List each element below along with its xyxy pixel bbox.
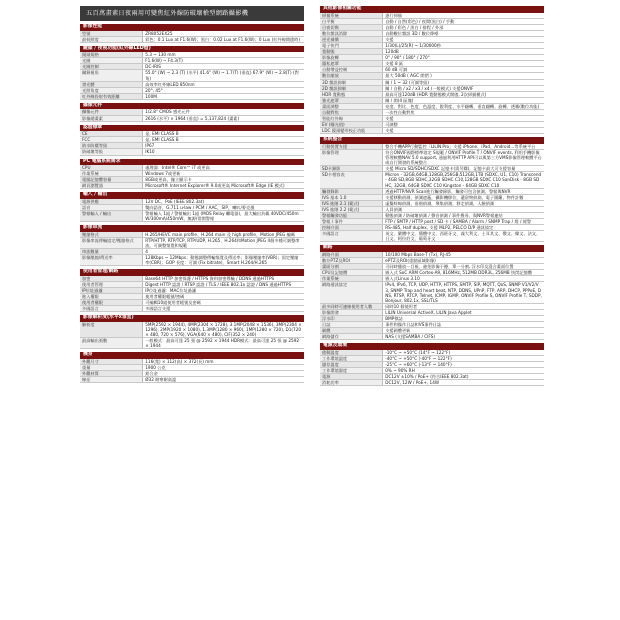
spec-value: -10°C ~ +50°C (14°F ~ 122°F) <box>383 350 544 356</box>
spec-value: 人員偵測 <box>383 206 544 212</box>
spec-row <box>320 172 544 188</box>
spec-value: 整合手機APP行動監控「LILIN Pro」支援 iPhone、iPad、Android...等系統平台 <box>383 144 544 150</box>
spec-label: 網頁瀏覽器 <box>80 183 143 189</box>
spec-value: 支援 <box>383 116 544 122</box>
spec-value: 嵌入式 SoC ARM Cortex-A9, 816MHz, 512MB DDR3L, 256MB 快閃記憶體 <box>383 270 544 276</box>
spec-value: Windows 7或更新 <box>143 171 304 177</box>
spec-section <box>80 159 304 190</box>
spec-row <box>80 306 304 312</box>
spec-label: IVS 基本 1.0 <box>320 194 383 200</box>
spec-value: 鋁合金 <box>143 371 304 377</box>
section-heading: 使用者管理/網路 <box>80 269 304 276</box>
spec-label: 影像壓縮/傳送率 <box>80 255 143 266</box>
spec-row <box>80 322 304 338</box>
spec-label: 3D 雜訊抑制 <box>320 79 383 85</box>
spec-section <box>80 125 304 156</box>
spec-value: Microsoft® Internet Explorer® 9.0或更高 Microsoft® Edge (IE 模式) <box>143 183 304 189</box>
spec-label: 電子快門 <box>320 42 383 48</box>
spec-value: 動態偵測 / 防破壞偵測 / 聲音偵測 / 事件搜尋，與NVR警報連結 <box>383 213 544 219</box>
spec-value: -25°C ~ +60°C (-13°F ~ 140°F) <box>383 362 544 368</box>
spec-label: 外觀材質 <box>80 371 143 377</box>
spec-label: 影像開發 <box>320 309 383 315</box>
spec-value: 55.0° (W) ~ 2.3 (T) (水平) 41.6° (W) ~ 1.7(T) (垂直) 67.9° (W) ~ 2.8(T) (對角) <box>143 70 304 81</box>
spec-label: 語音 <box>80 204 143 210</box>
spec-value: 多國語言支援 <box>143 306 304 312</box>
spec-value: 128Kbps ~ 12Mbps；動態調整傳輸頻寬及傳送率；影像壓縮率(VBR)；固定壓縮率(CBR)；GOP 長度：可調 (Fix bitrate)、Smart H.264/H.265 <box>143 255 304 266</box>
spec-value: 關 / 開(4 區塊) <box>383 97 544 103</box>
document-title: 五百萬畫素日夜兩用可變焦紅外線防破壞槍型網路攝影機 <box>80 6 304 21</box>
spec-label: 掃描系統 <box>320 13 383 19</box>
spec-value: 100M <box>143 93 304 99</box>
spec-label: SD卡相容表 <box>320 172 383 188</box>
spec-value: LILIN Universal ActiveX, LILIN Java Applet <box>383 309 544 315</box>
spec-value: 2616 (水平) × 1964 (垂直) = 5,137,824 (畫素) <box>143 115 304 121</box>
section-heading: 輸入 / 輸出 <box>80 192 304 199</box>
spec-section <box>320 245 544 340</box>
spec-value: BMP標誌 <box>383 316 544 322</box>
spec-value: 處理器：Intel® Core™ i7 或更高 <box>143 165 304 171</box>
spec-value: IK10 <box>143 149 304 155</box>
spec-label: 日誌 <box>320 322 383 328</box>
spec-label: 進入權限 <box>80 294 143 300</box>
left-sections <box>80 24 304 383</box>
spec-section <box>80 315 304 349</box>
spec-label: 光照角度 <box>80 87 143 93</box>
spec-row <box>80 93 304 99</box>
spec-label: 影像總畫素 <box>80 115 143 121</box>
spec-value: Base64 HTTP 加密保護 / HTTPS 資料加密傳輸 / DDNS 通過HTTPS <box>143 276 304 282</box>
spec-row <box>320 149 544 165</box>
spec-label: 重量 <box>80 364 143 370</box>
spec-value: 8GB或更高，獨立顯示卡 <box>143 177 304 183</box>
spec-label: 畫面分割 <box>320 264 383 270</box>
spec-section <box>320 137 544 242</box>
spec-label: 觸發錄影 <box>320 188 383 194</box>
spec-value: 1/2.8" CMOS 感光元件 <box>143 109 304 115</box>
spec-value: 一般模式：最高可達 25 張 @ 2592 × 1944 HDR模式：最高可達 25 張 @ 2592 × 1944 <box>143 338 304 349</box>
spec-value: 支援韌體更新 <box>383 328 544 334</box>
section-heading: 系統整合 <box>320 137 544 144</box>
right-column <box>320 6 544 389</box>
spec-label: 電腦記憶體容量 <box>80 177 143 183</box>
spec-table <box>80 131 304 155</box>
spec-label: 多國語言 <box>320 231 383 242</box>
spec-section <box>320 343 544 386</box>
spec-label: 發光體 <box>80 81 143 87</box>
spec-label: 控制介面 <box>320 225 383 231</box>
spec-label: 警報 / 事件 <box>320 219 383 225</box>
section-heading: 電源及環境 <box>320 343 544 350</box>
left-column <box>80 6 304 386</box>
spec-label: 數位雜訊消除 <box>320 30 383 36</box>
spec-value: FTP / SMTP / HTTP post / SD 卡 / SAMBA / Alarm / SNMP Trap / 燈 / 報警 <box>383 219 544 225</box>
spec-value: IPv4, IPv6, TCP, UDP, HTTP, HTTPS, SMTP, SIP, MQTT, QoS, SNMP V1/V2/V3, SNMP Trap and heart beat, NTP, DDNS, UPnP, FTP, ARP, DHCP, PPPoE, DNS, RTSP, RTCP, Telnet, ICMP, IGMP, ONVIF Profile S, ONVIF Profile T, SDDP, Bonjour, 802.1x, SSL/TLS <box>383 282 544 303</box>
spec-label: 作業系統 <box>80 171 143 177</box>
spec-label: 畫面調整 <box>320 103 383 109</box>
spec-table <box>320 144 544 243</box>
spec-section <box>80 24 304 43</box>
spec-label: 解析度 <box>80 322 143 338</box>
spec-label: 電源供應 <box>80 199 143 205</box>
spec-label: EV (曝光值) <box>320 122 383 128</box>
section-heading: 其他影像相關功能 <box>320 6 544 13</box>
spec-table <box>320 13 544 135</box>
spec-label: 最低照度 <box>80 36 143 42</box>
spec-value: Micron - 32GB,64GB,128GB,256GB,512GB,1TB (SDXC, U1, C10) Transcend - 4GB SD,8GB SDHC,32GB SDHC C10,128GB SDXC C10 SanDisk - 8GB SDHC, 32GB, 64GB SDXC C10 Kingston - 64GB SDXC C10 <box>383 172 544 188</box>
spec-label: 串流數量 <box>80 249 143 255</box>
spec-value: 支援 Micro SD/SDHC/SDXC 記憶卡(需另購)，記憶卡最大可支援容量 <box>383 166 544 172</box>
spec-label: CPU <box>80 165 143 171</box>
spec-value: ePTZ及ROI(重點區域影像) <box>383 258 544 264</box>
spec-label: 數位PTZ及ROI <box>320 258 383 264</box>
spec-label: 使用者權限 <box>80 300 143 306</box>
spec-section <box>80 352 304 383</box>
spec-value: DC-IRIS <box>143 64 304 70</box>
spec-value: 虛擬絆線偵測，徘徊偵測，聚集偵測，移走偵測，人臉偵測 <box>383 200 544 206</box>
spec-label: 寬動態 <box>320 49 383 55</box>
spec-row <box>80 255 304 266</box>
spec-label: LDC 鏡頭變形校正功能 <box>320 128 383 134</box>
spec-value: 符合ONVIF國際標準協定 S規範 / ONVIF Profile T / ONVIF events, 利用手機影像管理軟體NAV 5.0 support, 通過利用HTTP API可以與第三方VMS影像管理軟體平台或自行開發的系統整合 <box>383 149 544 165</box>
spec-value: ZR8052EX25 <box>143 31 304 37</box>
spec-label: 紅外線投射有效距離 <box>80 93 143 99</box>
spec-section <box>80 269 304 312</box>
spec-value: RTP/HTTP, RTP/TCP, RTP/UDP, H.265、H.264和Motion JPEG 4個多種可調整串流，可調整頻寬和規範 <box>143 237 304 248</box>
section-heading: PC 電腦系統需求 <box>80 159 304 166</box>
section-heading: 認證標章 <box>80 125 304 132</box>
spec-label: 工作環境溫度 <box>320 355 383 361</box>
spec-value: DC12V, 12W / PoE+, 14W <box>383 380 544 386</box>
spec-label: 消耗功率 <box>320 380 383 386</box>
spec-label: 壓縮格式 <box>80 232 143 238</box>
spec-value: Digest HTTP 認證 / RTSP 認證 / TLS / IEEE 802.1x 認證 / DNS 通過HTTPS <box>143 281 304 287</box>
spec-row <box>80 36 304 42</box>
spec-value: 最大 50dB ( AGC 開閉 ) <box>383 73 544 79</box>
spec-value: 雙向語音，G.711 u-law / PCM / AAC，SIP，喇叭/麥克風 <box>143 204 304 210</box>
spec-label: 浮水印 <box>320 316 383 322</box>
spec-value: 嵌入式Linux 3.10 <box>383 276 544 282</box>
spec-value: 20°, 45° <box>143 87 304 93</box>
spec-value: 10/100 Mbps Base-T (Tx), RJ-45 <box>383 252 544 258</box>
spec-value: 0° / 90° / 180° / 270° <box>383 55 544 61</box>
spec-section <box>320 6 544 134</box>
spec-label: 光圈控制 <box>80 64 143 70</box>
spec-label: 影像旋轉 <box>320 55 383 61</box>
spec-value: 英文、繁體中文、簡體中文、西班牙文、義大利文、土耳其文、俄文、韓文、法文、日文、阿拉伯文、葡萄牙文 <box>383 231 544 242</box>
spec-label: 自動增益控制 <box>320 67 383 73</box>
spec-row <box>320 334 544 340</box>
spec-value: H.265/HEVC main profile、H.264 main 及 high profile、Motion JPEG 編碼 <box>143 232 304 238</box>
spec-label: 2D 雜訊抑制 <box>320 85 383 91</box>
spec-table <box>80 359 304 383</box>
spec-table <box>320 252 544 340</box>
spec-label: 最多同時可連線使用者人數 <box>320 303 383 309</box>
spec-label: 警報觸發功能 <box>320 213 383 219</box>
spec-row <box>80 211 304 222</box>
spec-value: 使用者權限帳號/密碼 <box>143 294 304 300</box>
spec-value: 透過HTTP/NVR Scan進行觸發錄影，觸發可包含偵測、警報與NVR <box>383 188 544 194</box>
spec-row <box>80 183 304 189</box>
spec-value: 5MP(2592 × 1944), 4MP(2304 × 1728), 3.1MP(2048 × 1536), 3MP(2304 × 1296), 2MP(1920 × 1080), 1.3MP(1280 × 960), 1MP(1280 × 720), D1(720 × 480, 720 × 576), VGA(640 × 480), CIF(352 × 240) <box>143 322 304 338</box>
spec-value: 1/30(L)/25(R) ~ 1/30000秒 <box>383 42 544 48</box>
spec-label: 攝像元件 <box>80 109 143 115</box>
spec-row <box>80 237 304 248</box>
spec-value: 是, EMI CLASS B <box>143 131 304 137</box>
spec-value: 自動 / 彩色 / 黑白 / 排程 / 外部 <box>383 24 544 30</box>
spec-value: 支援 <box>383 36 544 42</box>
section-heading: 網路 <box>320 245 544 252</box>
spec-value: NAS (支援SAMBA / CIFS) <box>383 334 544 340</box>
spec-table <box>80 276 304 313</box>
spec-value: 最高可達120dB (HDR 寬動態模式開啟, 2次掃描模式) <box>383 91 544 97</box>
spec-value: 12V DC，PoE (IEEE 802.3at) <box>143 199 304 205</box>
spec-label: CE <box>80 131 143 137</box>
spec-value: 事件和操作日誌和VS事件日誌 <box>383 322 544 328</box>
spec-section <box>80 192 304 222</box>
spec-label: IP位址過濾 <box>80 288 143 294</box>
spec-value: 可編輯10組使用者帳號及密碼 <box>143 300 304 306</box>
spec-label: 線徑 <box>80 377 143 383</box>
spec-value: 彩色：0.1 Lux at F1.6(W)；黑白：0.02 Lux at F1.6(W)；0 Lux (紅外線開啟時) <box>143 36 304 42</box>
spec-section <box>80 103 304 122</box>
spec-row <box>320 282 544 303</box>
spec-label: 智能紅外線 <box>320 116 383 122</box>
spec-value: 支援 8 區 <box>383 61 544 67</box>
spec-value: -40°C ~ +50°C (-40°F ~ 122°F) <box>383 355 544 361</box>
spec-label: 自動對焦 <box>320 110 383 116</box>
spec-table <box>80 165 304 189</box>
spec-value: IP67 <box>143 143 304 149</box>
spec-label: 行動裝置支援 <box>320 144 383 150</box>
spec-label: 加密 <box>80 276 143 282</box>
spec-label: 電源 <box>320 374 383 380</box>
spec-label: SD卡錄影 <box>320 166 383 172</box>
spec-label: 多國語言 <box>80 306 143 312</box>
spec-label: IVS 進階 2.2 (範式) <box>320 206 383 212</box>
spec-label: 隱私遮罩 <box>320 61 383 67</box>
section-heading: 影像解析度(水平x垂直) <box>80 315 304 322</box>
spec-label: 鏡頭規格 <box>80 52 143 58</box>
spec-label: 光圈 <box>80 58 143 64</box>
spec-value: 警報輸入 1組 / 警報輸出 1組 (MOS Relay 繼電器)，最大輸出負載 40VDC/450mW/300mA/450mW，無源/常開警報 <box>143 211 304 222</box>
section-heading: 影像串流 <box>80 225 304 232</box>
spec-value: 60 dB 可調 <box>383 67 544 73</box>
spec-label: 型號 <box>80 31 143 37</box>
spec-value: 5.3 ~ 130 mm <box>143 52 304 58</box>
spec-value: 自動數位雜訊 3D / 數位降噪 <box>383 30 544 36</box>
spec-label: 日夜切換 <box>320 24 383 30</box>
spec-row <box>80 70 304 81</box>
spec-value: 亮度、對比、色度、色溫度、銳利度、水平翻轉、垂直翻轉、旋轉、透霧(數位功能) <box>383 103 544 109</box>
spec-label: 啟動溫度 <box>320 350 383 356</box>
spec-value: IP位址過濾：MAC位址過濾 <box>143 288 304 294</box>
spec-label: 攝錄視角 <box>80 70 143 81</box>
spec-label: 最高輸出張數 <box>80 338 143 349</box>
spec-section <box>80 46 304 100</box>
spec-table <box>80 322 304 349</box>
spec-value: 可調整 <box>383 122 544 128</box>
spec-section <box>80 225 304 266</box>
spec-table <box>320 350 544 387</box>
spec-label: 作業系統 <box>320 276 383 282</box>
spec-label: 影像管理 <box>320 149 383 165</box>
spec-row <box>80 149 304 155</box>
spec-value: Ø32 耐寒耐高溫 <box>143 377 304 383</box>
spec-label: IVS 進階 2.1 (範式) <box>320 200 383 206</box>
spec-label: 韌體 <box>320 328 383 334</box>
spec-table <box>80 31 304 43</box>
spec-row <box>80 338 304 349</box>
spec-value: 逐行掃描 <box>383 13 544 19</box>
spec-value: 自動 / 自然(彩色) / 夜間(黑白) / 手動 <box>383 18 544 24</box>
spec-value: 關 / 自動 / x2 / x3 / x4 (一般模式) 支援ONVIF <box>383 85 544 91</box>
spec-value: RS-485, Half duplex, 支援 MLP2, PELCO D/P 通訊協定 <box>383 225 544 231</box>
spec-value: 高效率紅外線LED 850nm <box>143 81 304 87</box>
spec-value: 支援移動偵測，偵測遮蔽，攝影機移位，遺留物偵測，電子圍籬，物件計數 <box>383 194 544 200</box>
spec-row <box>320 231 544 242</box>
spec-table <box>80 232 304 267</box>
spec-value: 4 <box>143 249 304 255</box>
spec-value: 0% ~ 90% RH <box>383 368 544 374</box>
spec-row <box>80 115 304 121</box>
spec-label: 影像串流傳輸協定/壓縮格式 <box>80 237 143 248</box>
spec-label: 白平衡 <box>320 18 383 24</box>
spec-table <box>80 52 304 100</box>
spec-label: CPU及記憶體 <box>320 270 383 276</box>
section-heading: 機身 <box>80 352 304 359</box>
spec-value: 同時10 個使用者 <box>383 303 544 309</box>
spec-label: 網路介面 <box>320 252 383 258</box>
spec-value: 支援 <box>383 128 544 134</box>
spec-label: 防水防塵等級 <box>80 143 143 149</box>
section-heading: 影像性能 <box>80 24 304 31</box>
spec-value: 120dB <box>383 49 544 55</box>
spec-label: 工作環境濕度 <box>320 368 383 374</box>
spec-value: 一次性自動對焦 <box>383 110 544 116</box>
spec-label: 數位縮放 <box>320 73 383 79</box>
section-heading: 攝像元件 <box>80 103 304 110</box>
spec-label: 外觀尺寸 <box>80 359 143 365</box>
spec-table <box>80 109 304 121</box>
spec-table <box>80 199 304 222</box>
spec-label: 逆光補償 <box>320 36 383 42</box>
spec-value: F1.6(W) ~ F4.3(T) <box>143 58 304 64</box>
spec-label: 使用者管理 <box>80 281 143 287</box>
spec-row <box>80 377 304 383</box>
spec-value: 116(寬) × 112(高) × 372(長) mm <box>143 359 304 365</box>
right-sections <box>320 6 544 386</box>
spec-label: 網路通訊協定 <box>320 282 383 303</box>
spec-label: 防破壞等級 <box>80 149 143 155</box>
spec-label: 網路儲存 <box>320 334 383 340</box>
spec-label: 警報輸入 / 輸出 <box>80 211 143 222</box>
spec-row <box>320 128 544 134</box>
spec-label: FCC <box>80 137 143 143</box>
spec-value: DC12V ±10% / PoE+ (符合IEEE 802.3at) <box>383 374 544 380</box>
spec-value: 1900 公克 <box>143 364 304 370</box>
spec-label: 強光遮罩 <box>320 97 383 103</box>
spec-value: 可同時播放一目視、避免影像干擾、單一分割, 浮水印及混合畫面位置 <box>383 264 544 270</box>
spec-value: 關 / 1 ~ 32 (可調等級) <box>383 79 544 85</box>
spec-value: 是, EMI CLASS B <box>143 137 304 143</box>
section-heading: 鏡頭 / 夜視功能(紅外線LED燈) <box>80 46 304 53</box>
spec-row <box>320 380 544 386</box>
spec-label: HDR 寬動態 <box>320 91 383 97</box>
spec-label: 儲存溫度 <box>320 362 383 368</box>
